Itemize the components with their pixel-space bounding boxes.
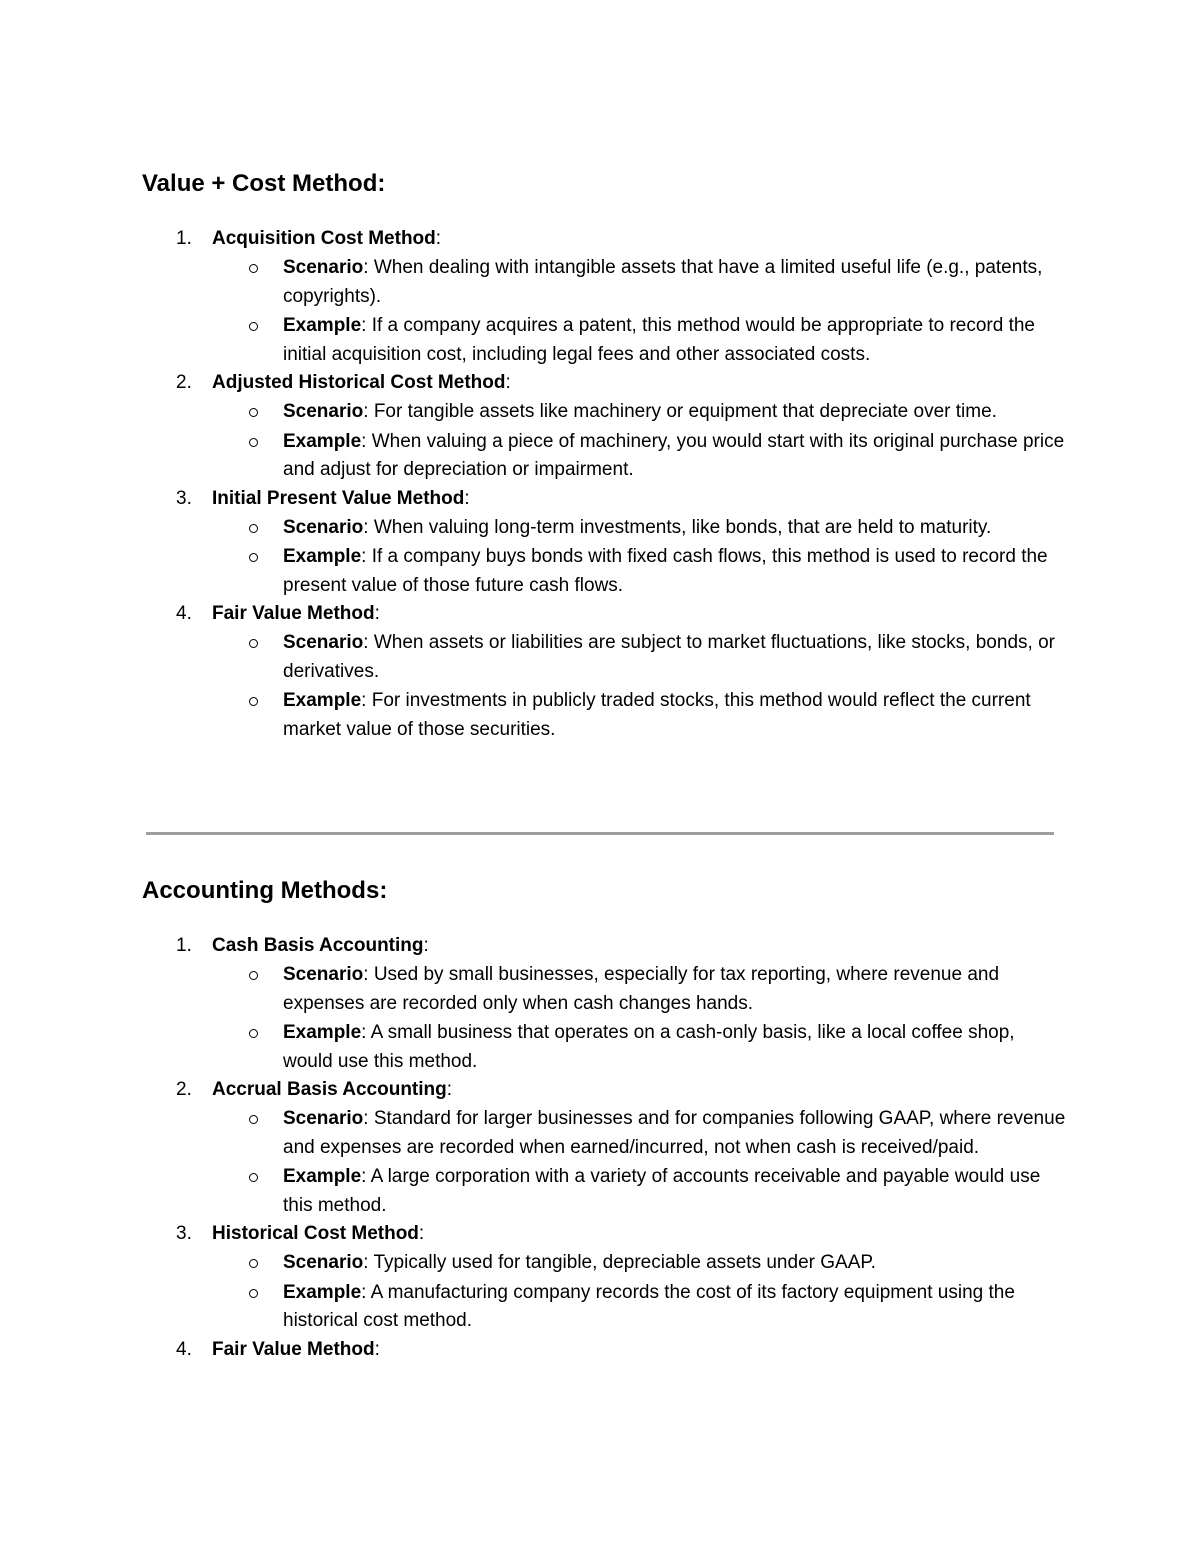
hollow-circle-bullet-icon [249,553,258,562]
example-text: : A large corporation with a variety of accounts receivable and payable would use this method. [283,1166,1041,1216]
scenario-text: : Standard for larger businesses and for companies following GAAP, where revenue and expenses are recorded when earned/incurred, not when cash is received/paid. [283,1108,1066,1158]
example-label: Example [283,1022,362,1043]
method-name [212,932,429,960]
method-item-fair-value [0,600,1200,744]
example-text: : When valuing a piece of machinery, you would start with its original purchase price and adjust for depreciation or impairment. [283,430,1065,480]
method-name-text: Fair Value Method [212,1338,375,1360]
method-details [0,961,1200,1076]
method-number: 1. [176,935,192,956]
example-label: Example [283,1281,362,1303]
method-number: 2. [176,372,192,393]
scenario-text: : For tangible assets like machinery or equipment that depreciate over time. [363,401,997,422]
example-item [0,687,1200,744]
method-details [0,1249,1200,1336]
scenario-text: : When dealing with intangible assets that have a limited useful life (e.g., patents, copyrights). [283,257,1043,307]
hollow-circle-bullet-icon [249,1289,258,1298]
method-item-historical-cost [0,1220,1200,1336]
method-colon: : [446,1079,453,1100]
hollow-circle-bullet-icon [249,639,258,648]
method-name-text: Acquisition Cost Method [212,228,436,249]
method-name [212,600,380,628]
method-item-accrual-basis [0,1076,1200,1220]
method-name [212,225,441,253]
method-name-text: Fair Value Method [212,603,375,624]
hollow-circle-bullet-icon [249,438,258,447]
method-colon: : [418,1223,425,1244]
method-name-text: Initial Present Value Method [212,487,465,509]
method-item-cash-basis [0,932,1200,1076]
method-colon: : [423,935,429,956]
scenario-item [0,398,1200,427]
method-colon: : [505,372,511,393]
method-name [212,485,470,513]
method-list-value-cost [0,225,1200,744]
section-title-value-cost: Value + Cost Method: [142,170,386,197]
method-list-accounting [0,932,1200,1364]
method-name-text: Accrual Basis Accounting [212,1079,447,1100]
hollow-circle-bullet-icon [249,1259,258,1268]
method-number: 3. [176,487,192,509]
method-details [0,1105,1200,1220]
method-name-text: Adjusted Historical Cost Method [212,372,506,393]
hollow-circle-bullet-icon [249,697,258,706]
scenario-text: : When valuing long-term investments, like bonds, that are held to maturity. [363,516,992,538]
example-item [0,1019,1200,1076]
scenario-item [0,514,1200,543]
hollow-circle-bullet-icon [249,1173,258,1182]
example-text: : If a company buys bonds with fixed cash flows, this method is used to record the present value of those future cash flows. [283,546,1048,596]
method-colon: : [374,1338,380,1360]
method-item-fair-value-accounting [0,1336,1200,1364]
scenario-item [0,629,1200,686]
example-item [0,428,1200,485]
example-text: : A manufacturing company records the cost of its factory equipment using the historical cost method. [283,1281,1015,1331]
hollow-circle-bullet-icon [249,1115,258,1124]
example-label: Example [283,690,362,711]
method-name-text: Historical Cost Method [212,1223,419,1244]
scenario-item [0,961,1200,1018]
method-number: 1. [176,228,192,249]
example-label: Example [283,1166,362,1187]
hollow-circle-bullet-icon [249,408,258,417]
method-number: 4. [176,1338,192,1360]
example-item [0,543,1200,600]
scenario-text: : Used by small businesses, especially for tax reporting, where revenue and expenses are recorded only when cash changes hands. [283,964,1000,1014]
hollow-circle-bullet-icon [249,322,258,331]
scenario-label: Scenario [283,1252,364,1273]
example-text: : If a company acquires a patent, this method would be appropriate to record the initial acquisition cost, including legal fees and other associated costs. [283,315,1035,365]
scenario-text: : Typically used for tangible, depreciable assets under GAAP. [363,1252,876,1273]
scenario-item [0,1249,1200,1278]
method-details [0,629,1200,744]
scenario-label: Scenario [283,632,364,653]
horizontal-divider [146,832,1054,835]
method-details [0,398,1200,485]
scenario-label: Scenario [283,401,364,422]
method-name-text: Cash Basis Accounting [212,935,424,956]
method-number: 2. [176,1079,192,1100]
method-number: 3. [176,1223,192,1244]
method-name [212,1076,452,1104]
method-item-acquisition-cost [0,225,1200,369]
method-name [212,1220,424,1248]
hollow-circle-bullet-icon [249,264,258,273]
example-label: Example [283,315,362,336]
method-colon: : [374,603,380,624]
scenario-item [0,254,1200,311]
hollow-circle-bullet-icon [249,971,258,980]
example-label: Example [283,430,362,452]
scenario-item [0,1105,1200,1162]
method-details [0,254,1200,369]
scenario-label: Scenario [283,257,364,278]
method-colon: : [435,228,442,249]
method-details [0,514,1200,601]
method-name [212,1336,380,1364]
method-item-adjusted-historical-cost [0,369,1200,485]
method-number: 4. [176,603,192,624]
scenario-label: Scenario [283,964,364,985]
scenario-label: Scenario [283,516,364,538]
scenario-label: Scenario [283,1108,364,1129]
method-colon: : [464,487,470,509]
hollow-circle-bullet-icon [249,1029,258,1038]
example-text: : For investments in publicly traded stocks, this method would reflect the current market value of those securities. [283,690,1031,740]
example-item [0,1279,1200,1336]
example-item [0,1163,1200,1220]
method-name [212,369,511,397]
section-title-accounting-methods: Accounting Methods: [142,877,388,904]
example-label: Example [283,546,362,567]
hollow-circle-bullet-icon [249,524,258,533]
scenario-text: : When assets or liabilities are subject to market fluctuations, like stocks, bonds, or derivatives. [283,632,1055,682]
method-item-initial-present-value [0,485,1200,601]
example-item [0,312,1200,369]
example-text: : A small business that operates on a cash-only basis, like a local coffee shop, would use this method. [283,1022,1015,1072]
